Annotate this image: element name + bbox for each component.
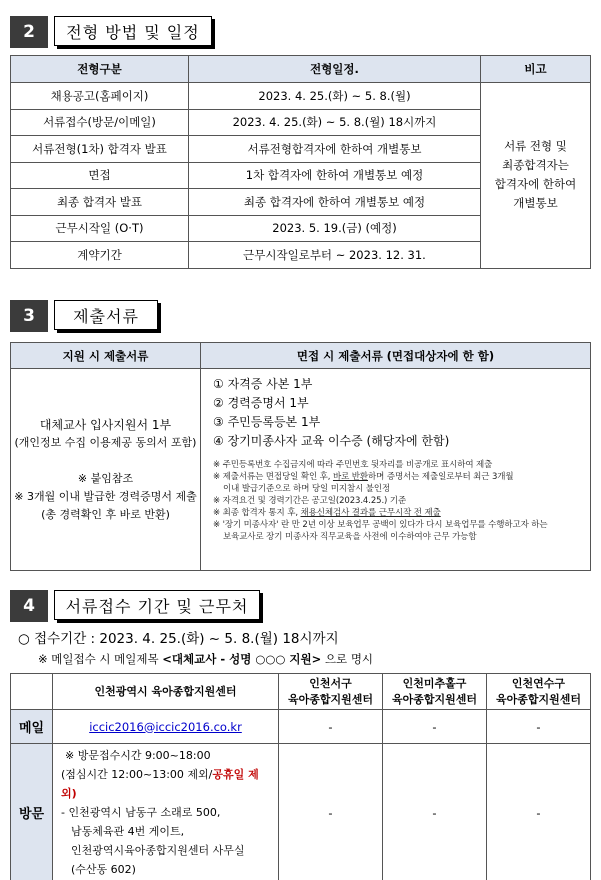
section2-title: 전형 방법 및 일정 (54, 16, 212, 46)
list-item: ④ 장기미종사자 교육 이수증 (해당자에 한함) (213, 434, 450, 448)
table-row (11, 744, 591, 880)
workplace-table (10, 673, 591, 880)
schedule-stage: 서류전형(1차) 합격자 발표 (11, 136, 189, 163)
interview-documents (201, 369, 591, 571)
schedule-date: 2023. 4. 25.(화) ~ 5. 8.(월) (189, 83, 481, 110)
dash-cell: - (383, 710, 487, 744)
schedule-date: 최종 합격자에 한하여 개별통보 예정 (189, 189, 481, 216)
section4-number: 4 (10, 590, 48, 622)
mail-label: 메일 (11, 710, 53, 744)
schedule-date: 2023. 4. 25.(화) ~ 5. 8.(월) 18시까지 (189, 109, 481, 136)
note-line: ※ 최종 합격자 통지 후, 채용신체검사 결과를 근무시작 전 제출 (213, 508, 441, 518)
note-line: ※ 자격요건 및 경력기간은 공고일(2023.4.25.) 기준 (213, 496, 407, 506)
list-item: ② 경력증명서 1부 (213, 396, 309, 410)
section2-number: 2 (10, 16, 48, 48)
center-header-seogu: 인천서구 육아종합지원센터 (279, 674, 383, 710)
note-line: ※ 제출서류는 면접당일 확인 후, 바로 반환하며 증명서는 제출일로부터 최근 3개월 (213, 472, 514, 482)
application-period: ○ 접수기간 : 2023. 4. 25.(화) ~ 5. 8.(월) 18시까지 (18, 631, 339, 647)
schedule-stage: 계약기간 (11, 242, 189, 269)
note-line: 보육교사로 장기 미종사자 직무교육을 사전에 이수하여야 근무 가능함 (223, 532, 477, 542)
schedule-stage: 근무시작일 (O·T) (11, 215, 189, 242)
table-row (11, 710, 591, 744)
schedule-stage: 서류접수(방문/이메일) (11, 109, 189, 136)
schedule-header-date: 전형일정. (189, 56, 481, 83)
dash-cell: - (487, 744, 591, 880)
dash-cell: - (383, 744, 487, 880)
documents-table (10, 342, 591, 571)
visit-label: 방문 (11, 744, 53, 880)
section3-number: 3 (10, 300, 48, 332)
schedule-header-type: 전형구분 (11, 56, 189, 83)
documents-header-interview: 면접 시 제출서류 (면접대상자에 한 함) (201, 343, 591, 369)
schedule-stage: 채용공고(홈페이지) (11, 83, 189, 110)
apply-documents: 대체교사 입사지원서 1부 (개인정보 수집 이용제공 동의서 포함) ※ 붙임참조 ※ 3개월 이내 발급한 경력증명서 제출 (총 경력확인 후 바로 반환) (11, 369, 201, 571)
center-header-incheon: 인천광역시 육아종합지원센터 (53, 674, 279, 710)
dash-cell: - (279, 744, 383, 880)
section3-title: 제출서류 (54, 300, 158, 330)
schedule-date: 서류전형합격자에 한하여 개별통보 (189, 136, 481, 163)
note-line: 이내 발급기준으로 하며 당일 미지참시 불인정 (223, 484, 391, 494)
documents-notes (213, 459, 580, 543)
schedule-table (10, 55, 591, 269)
list-item: ③ 주민등록등본 1부 (213, 415, 321, 429)
email-link[interactable]: iccic2016@iccic2016.co.kr (89, 719, 242, 734)
schedule-note: 서류 전형 및 최종합격자는 합격자에 한하여 개별통보 (481, 83, 591, 269)
table-row (11, 83, 591, 110)
schedule-date: 1차 합격자에 한하여 개별통보 예정 (189, 162, 481, 189)
note-line: ※ '장기 미종사자' 란 만 2년 이상 보육업무 공백이 있다가 다시 보육업무를 수행하고자 하는 (213, 520, 548, 530)
dash-cell: - (487, 710, 591, 744)
section4-title: 서류접수 기간 및 근무처 (54, 590, 260, 620)
schedule-date: 근무시작일로부터 ~ 2023. 12. 31. (189, 242, 481, 269)
note-line: ※ 주민등록번호 수집금지에 따라 주민번호 뒷자리를 비공개로 표시하여 제출 (213, 460, 493, 470)
documents-header-apply: 지원 시 제출서류 (11, 343, 201, 369)
mail-subject-note: ※ 메일접수 시 메일제목 <대체교사 - 성명 ○○○ 지원> 으로 명시 (38, 652, 374, 666)
schedule-date: 2023. 5. 19.(금) (예정) (189, 215, 481, 242)
dash-cell: - (279, 710, 383, 744)
schedule-stage: 면접 (11, 162, 189, 189)
list-item: ① 자격증 사본 1부 (213, 377, 313, 391)
center-header-michuhol: 인천미추홀구 육아종합지원센터 (383, 674, 487, 710)
center-header-yeonsu: 인천연수구 육아종합지원센터 (487, 674, 591, 710)
visit-info: ※ 방문접수시간 9:00~18:00 (점심시간 12:00~13:00 제외/공휴일 제외) - 인천광역시 남동구 소래로 500, 남동체육관 4번 게이트, 인천광역시육아종합지원센터 사무실 (수산동 602) (53, 744, 279, 880)
schedule-header-note: 비고 (481, 56, 591, 83)
schedule-stage: 최종 합격자 발표 (11, 189, 189, 216)
